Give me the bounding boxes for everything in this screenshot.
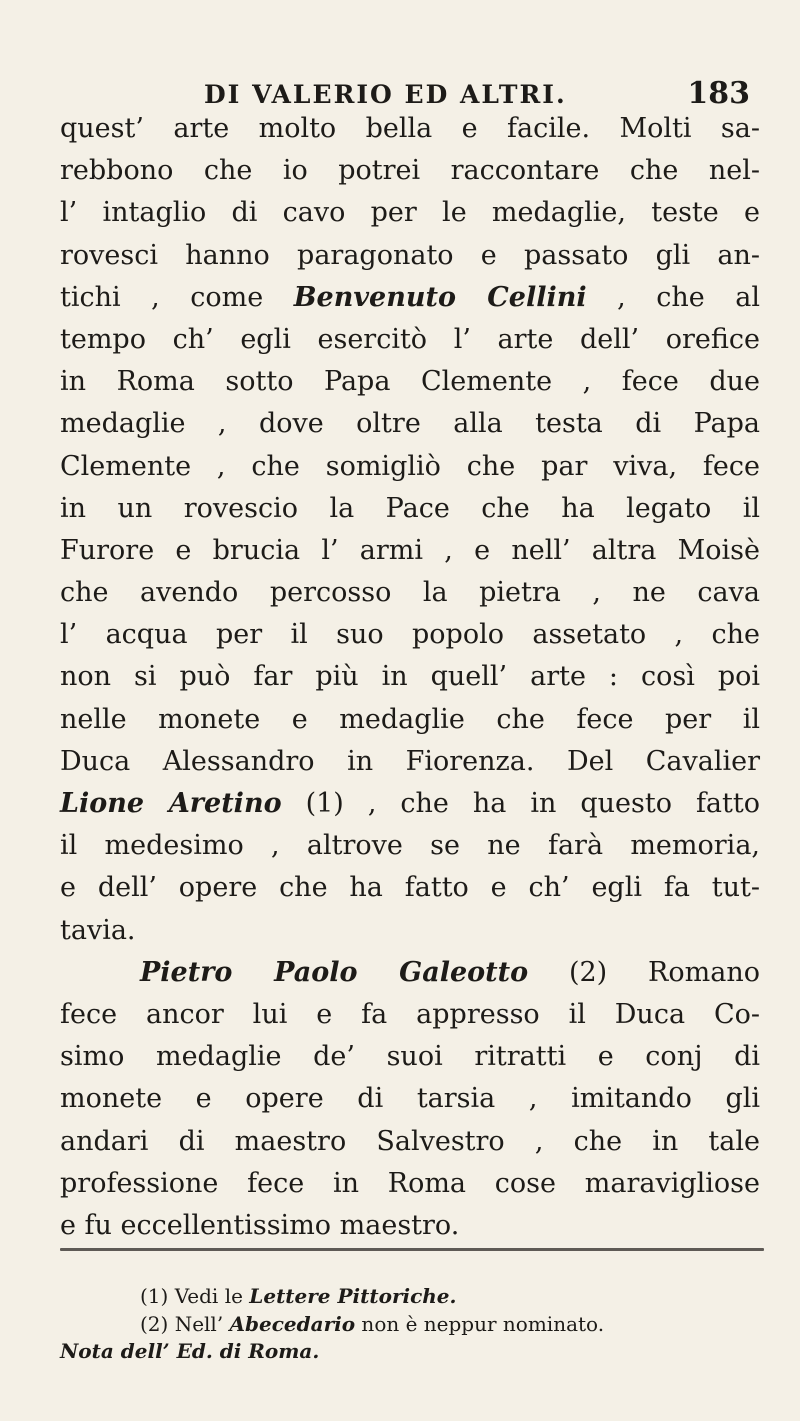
text-line: che avendo percosso la pietra , ne cava (60, 577, 760, 609)
footnote-italic: Abecedario (229, 1311, 356, 1336)
body-text (60, 108, 760, 1247)
text-line: tempo ch’ egli esercitò l’ arte dell’ orefice (60, 323, 760, 355)
footnote-text: (1) Vedi le (140, 1284, 250, 1308)
text-line: medaglie , dove oltre alla testa di Papa (60, 408, 760, 440)
text-line: monete e opere di tarsia , imitando gli (60, 1083, 760, 1115)
text-line: il medesimo , altrove se ne farà memoria, (60, 830, 760, 862)
footnote-text: non è neppur nominato. (355, 1311, 605, 1336)
footnote-italic: Nota dell’ Ed. di Roma. (60, 1339, 320, 1363)
footnote-line (60, 1311, 764, 1339)
text-line: rebbono che io potrei raccontare che nel- (60, 155, 760, 187)
text-segment: , che al (586, 281, 760, 313)
text-line: Duca Alessandro in Fiorenza. Del Cavalier (60, 745, 760, 777)
text-segment: (1) , che ha in questo fatto (281, 788, 760, 819)
text-line: l’ acqua per il suo popolo assetato , che (60, 619, 760, 651)
text-line: Clemente , che somigliò che par viva, fece (60, 450, 760, 482)
footnote-line (60, 1338, 764, 1366)
italic-name: Pietro Paolo Galeotto (140, 956, 529, 988)
running-head-title: DI VALERIO ED ALTRI. (204, 80, 567, 109)
text-line: in un rovescio la Pace che ha legato il (60, 492, 760, 524)
text-line: l’ intaglio di cavo per le medaglie, teste e (60, 197, 760, 229)
text-segment: (2) Romano (528, 956, 760, 988)
text-segment: tichi , come (60, 281, 294, 313)
text-line: non si può far più in quell’ arte : così poi (60, 661, 760, 693)
footnotes (60, 1283, 764, 1366)
text-line: andari di maestro Salvestro , che in tale (60, 1125, 760, 1157)
text-line: professione fece in Roma cose maravigliose (60, 1167, 760, 1199)
footnote-rule (60, 1248, 764, 1251)
text-line: tavia. (60, 914, 136, 946)
text-line: Furore e brucia l’ armi , e nell’ altra Moisè (60, 534, 760, 566)
text-line: nelle monete e medaglie che fece per il (60, 703, 760, 735)
text-line: e fu eccellentissimo maestro. (60, 1209, 460, 1241)
italic-name: Lione Aretino (60, 788, 282, 819)
italic-name: Benvenuto Cellini (293, 281, 587, 313)
text-line: fece ancor lui e fa appresso il Duca Co- (60, 998, 760, 1030)
footnote-italic: Lettere Pittoriche. (249, 1284, 457, 1308)
text-line: in Roma sotto Papa Clemente , fece due (60, 366, 760, 398)
text-line: e dell’ opere che ha fatto e ch’ egli fa tut- (60, 872, 760, 904)
text-line: rovesci hanno paragonato e passato gli an- (60, 239, 760, 271)
text-line (60, 952, 760, 994)
text-line: simo medaglie de’ suoi ritratti e conj di (60, 1041, 760, 1073)
text-line: quest’ arte molto bella e facile. Molti sa- (60, 113, 760, 144)
text-line (60, 277, 760, 319)
page-number: 183 (687, 76, 750, 111)
text-line (60, 783, 760, 825)
footnote-text: (2) Nell’ (140, 1311, 230, 1336)
footnote-line (60, 1283, 764, 1311)
